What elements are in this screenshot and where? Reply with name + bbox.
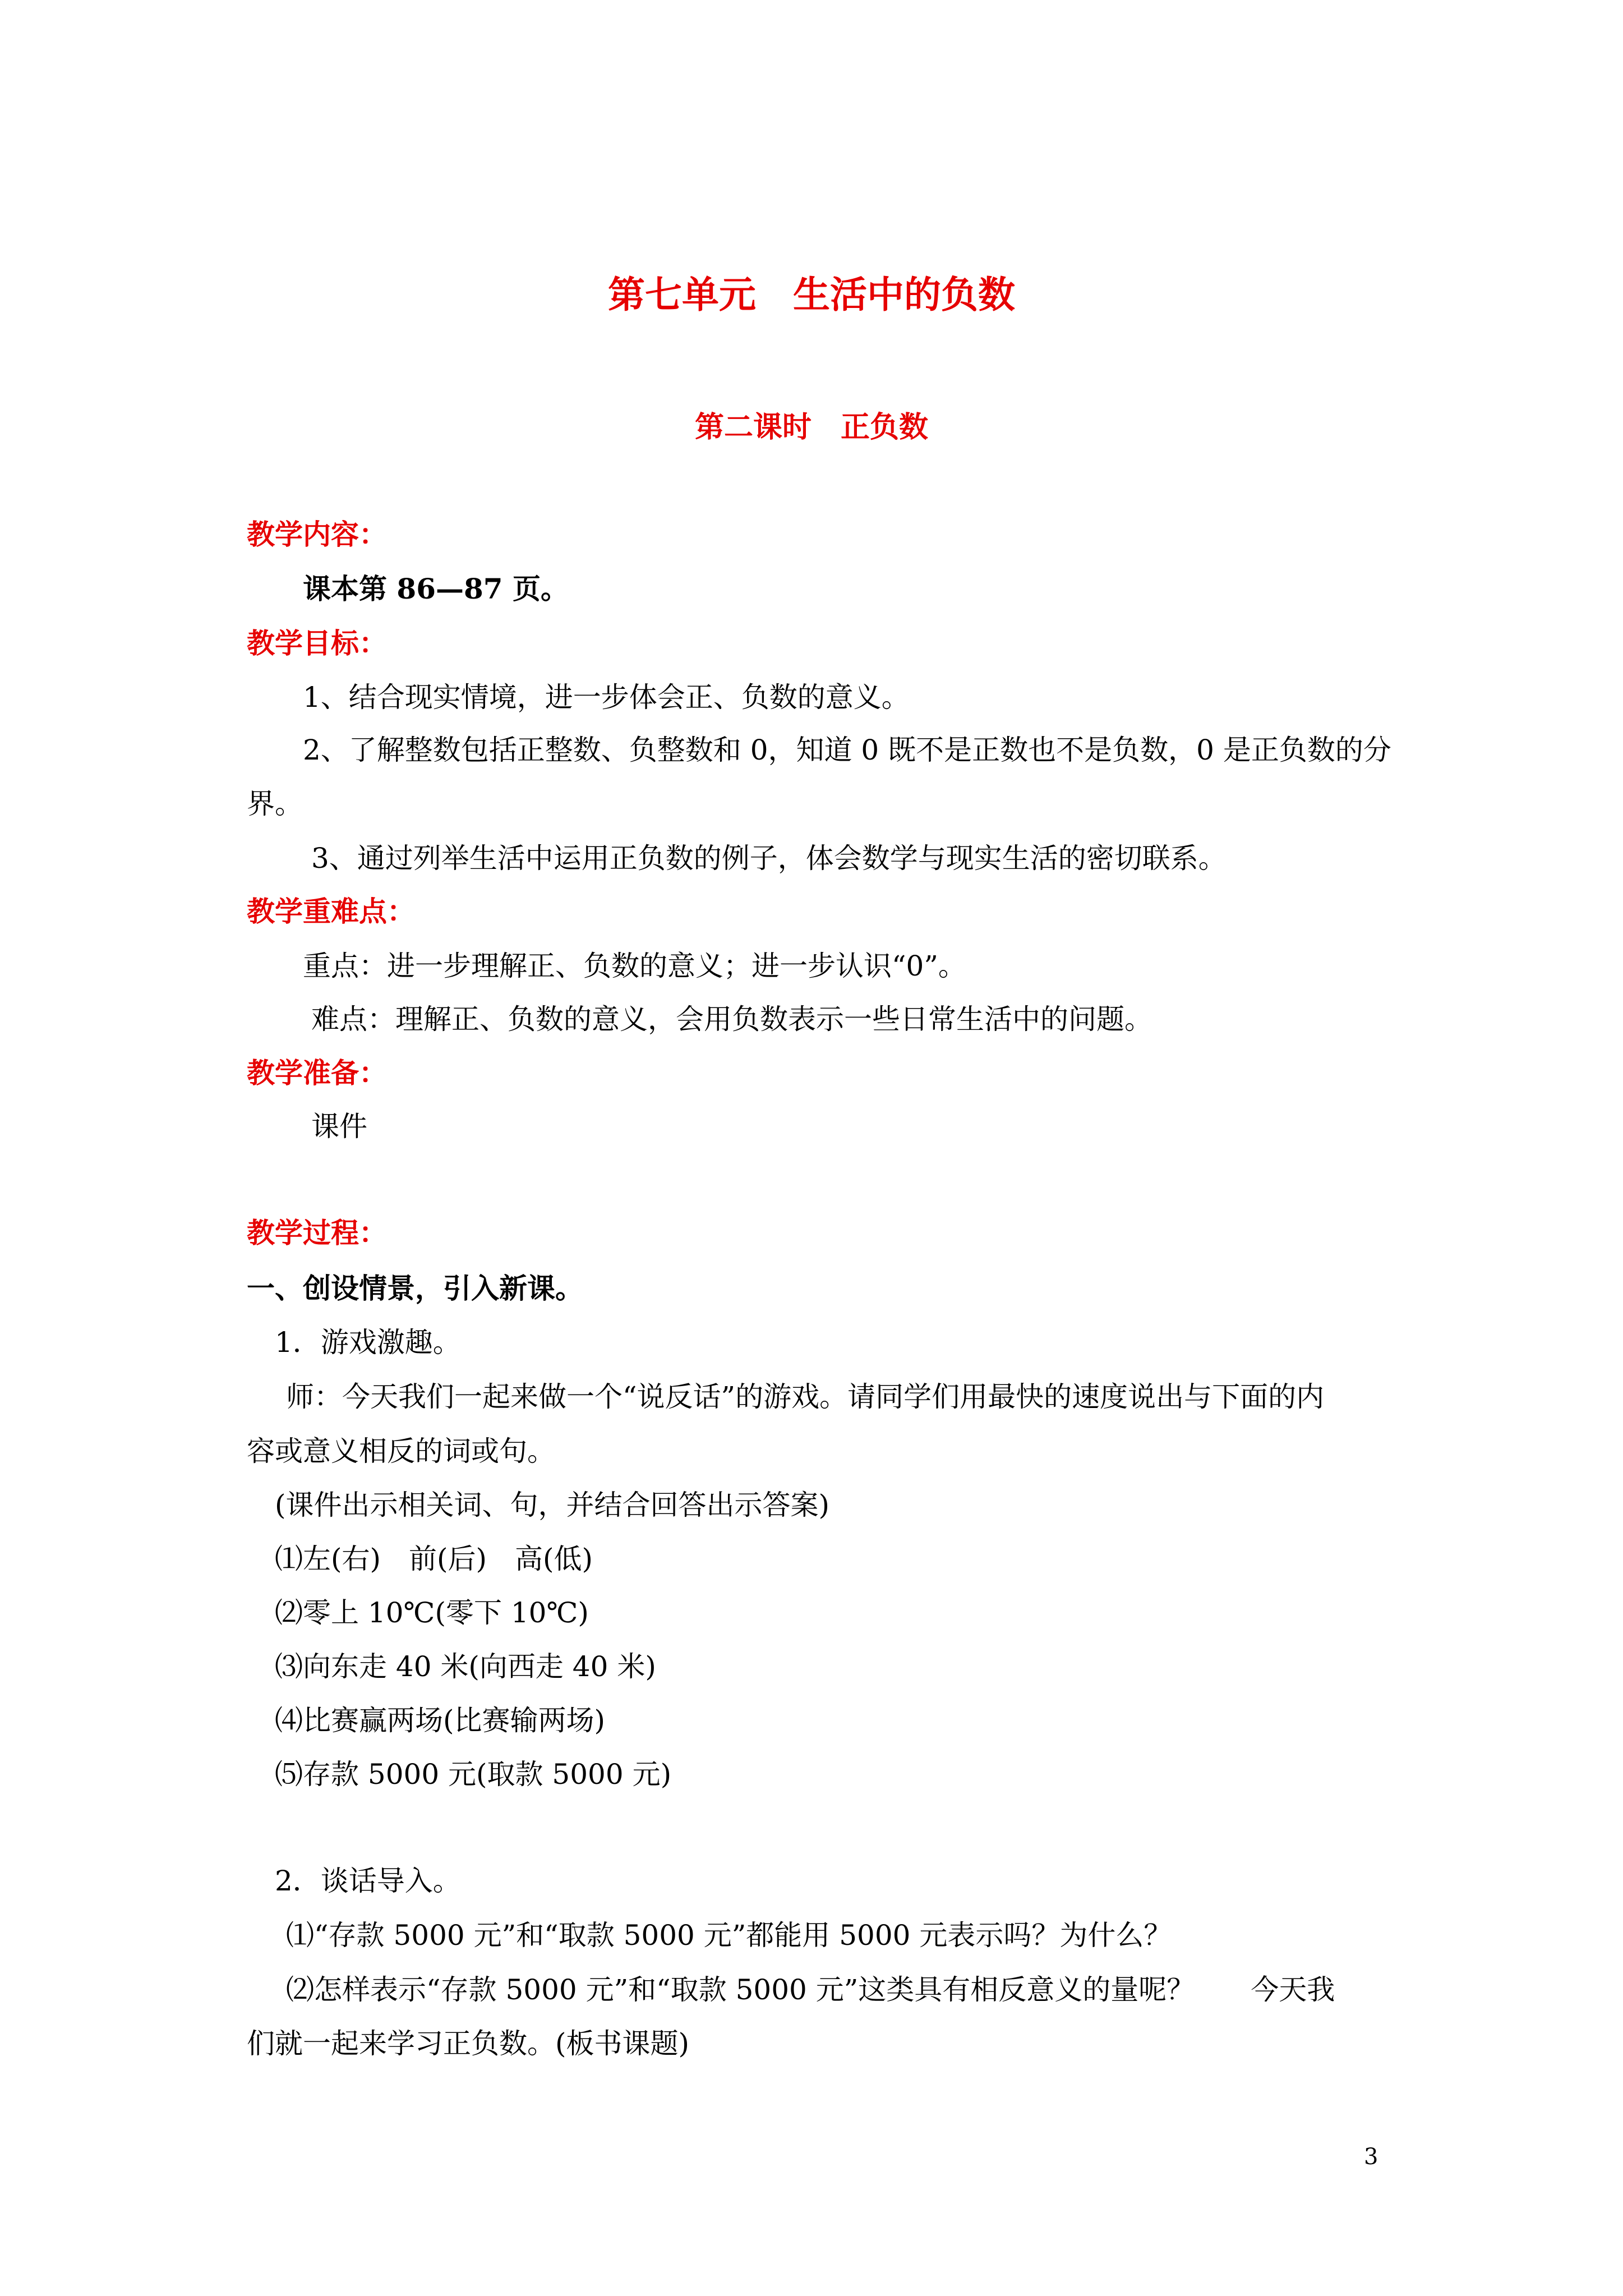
difficult-point: 难点：理解正、负数的意义，会用负数表示一些日常生活中的问题。 bbox=[311, 1003, 1152, 1036]
document-title: 第七单元 生活中的负数 bbox=[608, 273, 1015, 316]
heading-teaching-goals: 教学目标： bbox=[247, 627, 387, 660]
key-point: 重点：进一步理解正、负数的意义；进一步认识“0”。 bbox=[303, 950, 966, 982]
list-item: ⑶向东走 40 米(向西走 40 米) bbox=[275, 1650, 656, 1683]
heading-key-points: 教学重难点： bbox=[247, 895, 415, 928]
step-2: 2．谈话导入。 bbox=[275, 1865, 461, 1897]
list-item: ⑷比赛赢两场(比赛输两场) bbox=[275, 1704, 606, 1737]
heading-preparation: 教学准备： bbox=[247, 1056, 387, 1089]
page-number: 3 bbox=[1364, 2144, 1378, 2170]
preparation-text: 课件 bbox=[311, 1110, 367, 1143]
list-item: ⑴左(右) 前(后) 高(低) bbox=[275, 1543, 593, 1575]
part-1-heading: 一、创设情景，引入新课。 bbox=[247, 1272, 583, 1305]
list-item: ⑵零上 10℃(零下 10℃) bbox=[275, 1596, 589, 1629]
heading-teaching-content: 教学内容： bbox=[247, 518, 387, 551]
list-item: ⑸存款 5000 元(取款 5000 元) bbox=[275, 1758, 672, 1791]
question-2-line-1: ⑵怎样表示“存款 5000 元”和“取款 5000 元”这类具有相反意义的量呢？ 今天我 bbox=[286, 1973, 1335, 2006]
heading-teaching-process: 教学过程： bbox=[247, 1216, 387, 1249]
goal-2-line-1: 2、了解整数包括正整数、负整数和 0，知道 0 既不是正数也不是负数，0 是正负数的分 bbox=[303, 734, 1391, 766]
teacher-line-1: 师：今天我们一起来做一个“说反话”的游戏。请同学们用最快的速度说出与下面的内 bbox=[286, 1381, 1325, 1413]
teaching-content-text: 课本第 86—87 页。 bbox=[303, 572, 569, 605]
question-1: ⑴“存款 5000 元”和“取款 5000 元”都能用 5000 元表示吗？为什么？ bbox=[286, 1919, 1172, 1952]
document-subtitle: 第二课时 正负数 bbox=[694, 410, 928, 444]
goal-3: 3、通过列举生活中运用正负数的例子，体会数学与现实生活的密切联系。 bbox=[311, 842, 1227, 875]
teacher-line-2: 容或意义相反的词或句。 bbox=[247, 1435, 555, 1467]
step-1: 1．游戏激趣。 bbox=[275, 1326, 461, 1359]
question-2-line-2: 们就一起来学习正负数。(板书课题) bbox=[247, 2027, 690, 2060]
courseware-note: (课件出示相关词、句，并结合回答出示答案) bbox=[275, 1489, 830, 1521]
goal-2-line-2: 界。 bbox=[247, 788, 303, 820]
goal-1: 1、结合现实情境，进一步体会正、负数的意义。 bbox=[303, 681, 910, 714]
